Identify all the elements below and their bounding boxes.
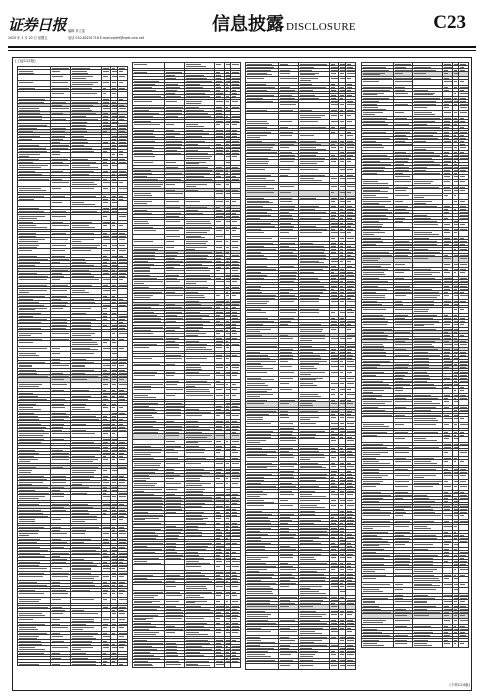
masthead [8, 8, 476, 44]
table-cell [339, 664, 346, 670]
contact-info: 电话 010-83251716 E-mail:zqrb9@zqrb.sina.net [68, 36, 144, 40]
disclosure-table-3 [245, 62, 356, 670]
table-cell [18, 663, 51, 666]
table-column-2 [132, 62, 240, 670]
section-title-cn: 信息披露 [212, 14, 284, 35]
continued-from-note: (上接C22版) [15, 59, 36, 63]
table-cell [346, 664, 356, 670]
disclosure-table-1 [17, 66, 128, 666]
table-cell [443, 642, 453, 648]
table-cell [330, 664, 340, 670]
table-cell [246, 664, 279, 670]
table-cell [185, 663, 215, 669]
table-cell [133, 663, 165, 669]
table-cell [413, 642, 443, 648]
page-number: C23 [433, 12, 466, 33]
table-column-3 [245, 62, 355, 670]
table-column-4 [361, 62, 468, 648]
table-cell [111, 663, 118, 666]
table-cell [51, 663, 71, 666]
section-title-en: DISCLOSURE [286, 21, 356, 33]
disclosure-table-2 [132, 62, 241, 668]
table-cell [165, 663, 184, 669]
table-cell [299, 664, 330, 670]
table-cell [215, 663, 225, 669]
table-cell [394, 642, 413, 648]
editor-info: 编辑 肖立雷 [68, 29, 85, 33]
masthead-rule-thin [8, 50, 476, 51]
table-cell [231, 663, 241, 669]
section-title [212, 10, 356, 36]
table-cell [362, 642, 394, 648]
table-cell [71, 663, 102, 666]
issue-date: 2020 年 3 月 20 日 星期五 [8, 36, 48, 40]
table-cell [459, 642, 469, 648]
newspaper-logo: 证券日报 [8, 16, 67, 34]
masthead-rule-thick [8, 46, 476, 48]
table-cell [118, 663, 128, 666]
table-column-1 [17, 66, 127, 666]
table-cell [102, 663, 112, 666]
disclosure-table-4 [361, 62, 469, 648]
table-cell [279, 664, 299, 670]
continued-to-note: (下转C24版) [449, 683, 470, 687]
